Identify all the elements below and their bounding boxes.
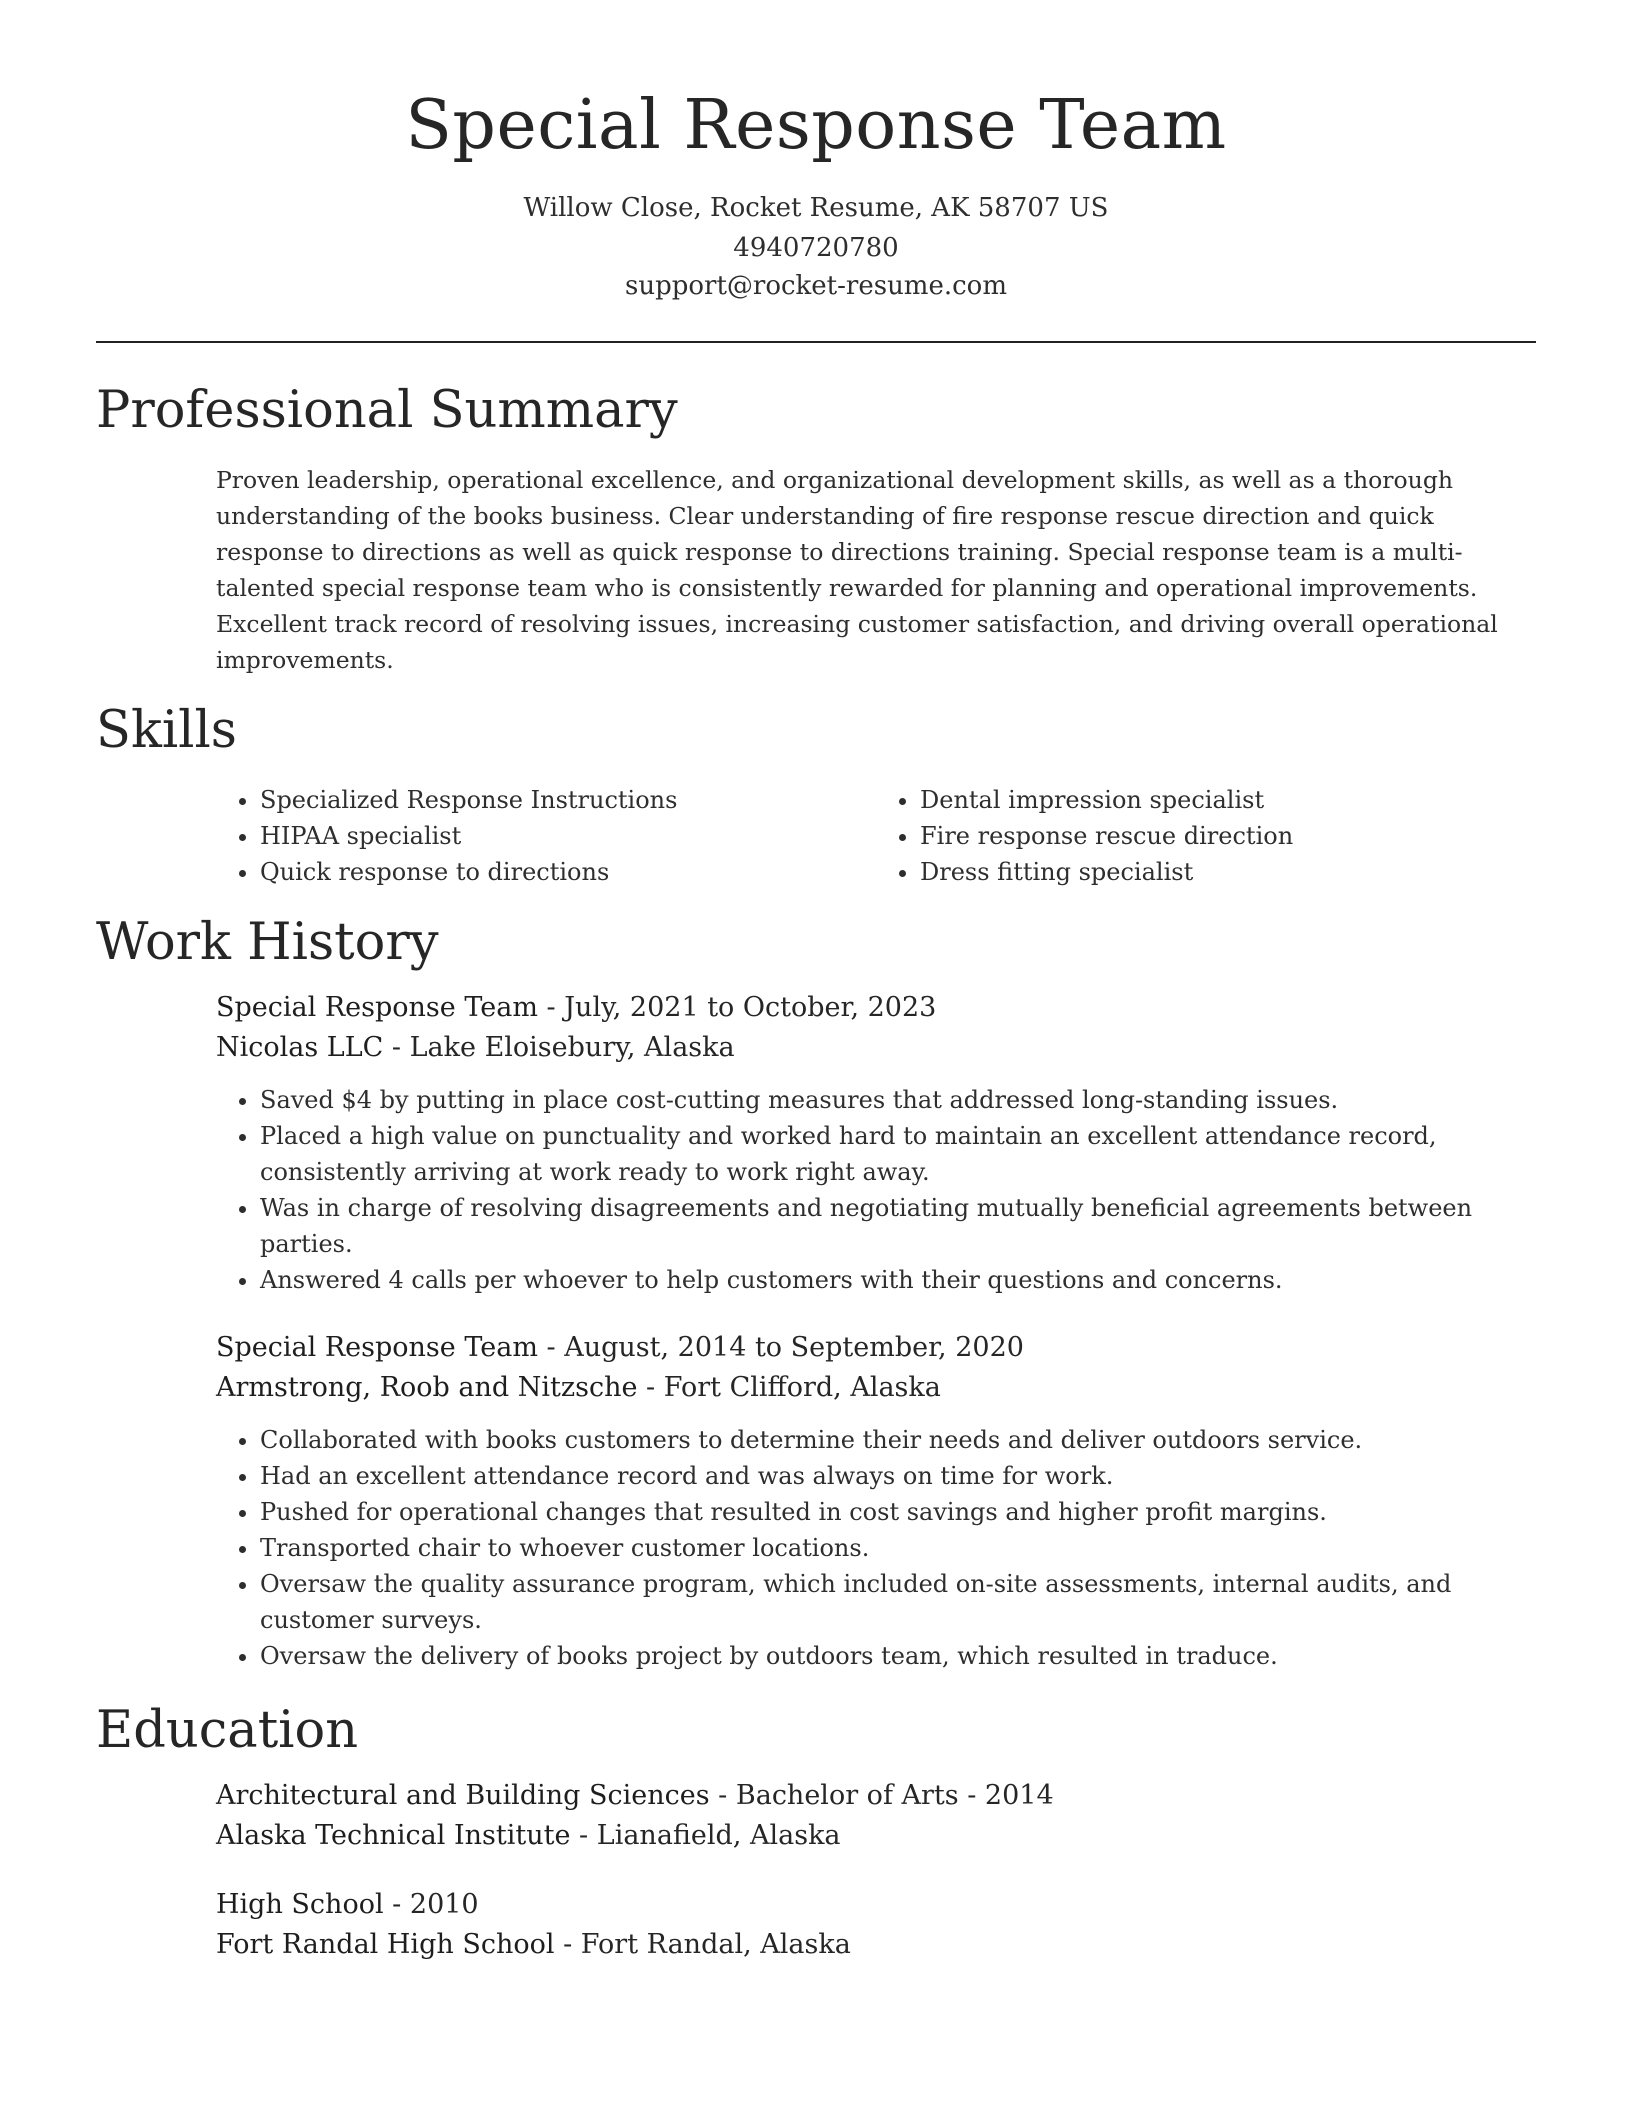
job-entry <box>216 988 1536 1298</box>
contact-address: Willow Close, Rocket Resume, AK 58707 US <box>523 193 1109 223</box>
job-bullet: • Saved $4 by putting in place cost-cutting measures that addressed long-standing issues. <box>260 1082 1536 1118</box>
job-bullet: • Had an excellent attendance record and was always on time for work. <box>260 1458 1536 1494</box>
education-school: Alaska Technical Institute <box>216 1820 571 1851</box>
separator: - <box>383 1889 410 1920</box>
skills-column-left <box>216 782 876 890</box>
section-title-education: Education <box>96 1701 359 1760</box>
section-title-work-history: Work History <box>96 913 439 972</box>
job-bullets <box>216 1082 1536 1298</box>
job-dates: August, 2014 to September, 2020 <box>564 1332 1024 1363</box>
education-degree-line <box>216 1776 1536 1816</box>
education-year: 2014 <box>984 1780 1054 1811</box>
education-location: Fort Randal, Alaska <box>580 1929 851 1960</box>
education-year: 2010 <box>409 1889 479 1920</box>
candidate-name: Special Response Team <box>405 86 1227 165</box>
separator: - <box>958 1780 985 1811</box>
job-bullet: • Answered 4 calls per whoever to help customers with their questions and concerns. <box>260 1262 1536 1298</box>
separator: - <box>570 1820 597 1851</box>
skill-item: • Fire response rescue direction <box>920 818 1536 854</box>
job-bullets <box>216 1422 1536 1674</box>
job-bullet: • Transported chair to whoever customer locations. <box>260 1530 1536 1566</box>
separator: - <box>537 1332 565 1363</box>
job-bullet: • Collaborated with books customers to determine their needs and deliver outdoors service. <box>260 1422 1536 1458</box>
education-field: High School <box>216 1889 384 1920</box>
job-company: Nicolas LLC <box>216 1032 384 1063</box>
skill-item: • Dental impression specialist <box>920 782 1536 818</box>
job-entry <box>216 1328 1536 1674</box>
job-bullet: • Oversaw the delivery of books project by outdoors team, which resulted in traduce. <box>260 1638 1536 1674</box>
separator: - <box>709 1780 736 1811</box>
separator: - <box>383 1032 410 1063</box>
job-bullet: • Oversaw the quality assurance program, which included on-site assessments, internal audits, and customer surveys. <box>260 1566 1536 1638</box>
skill-item: • Dress fitting specialist <box>920 854 1536 890</box>
job-company-line <box>216 1368 1536 1408</box>
job-location: Lake Eloisebury, Alaska <box>409 1032 735 1063</box>
job-title-line <box>216 1328 1536 1368</box>
skill-item: • Specialized Response Instructions <box>260 782 876 818</box>
contact-phone: 4940720780 <box>733 233 899 263</box>
summary-text: Proven leadership, operational excellence, and organizational development skills, as well as a thorough understanding of the books business. Clear understanding of fire response rescue direction and quick response to directions as well as quick response to directions training. Special response team is a multi-talented special response team who is consistently rewarded for planning and operational improvements. Excellent track record of resolving issues, increasing customer satisfaction, and driving overall operational improvements. <box>216 466 1498 674</box>
education-school: Fort Randal High School <box>216 1929 555 1960</box>
skills-list <box>216 782 1536 890</box>
job-bullet: • Placed a high value on punctuality and worked hard to maintain an excellent attendance record, consistently arriving at work ready to work right away. <box>260 1118 1536 1190</box>
job-bullet: • Pushed for operational changes that resulted in cost savings and higher profit margins. <box>260 1494 1536 1530</box>
job-title-line <box>216 988 1536 1028</box>
job-role: Special Response Team <box>216 992 538 1023</box>
separator: - <box>554 1929 581 1960</box>
separator: - <box>537 992 565 1023</box>
job-company-line <box>216 1028 1536 1068</box>
skill-item: • HIPAA specialist <box>260 818 876 854</box>
job-location: Fort Clifford, Alaska <box>663 1372 941 1403</box>
education-location: Lianafield, Alaska <box>596 1820 841 1851</box>
header-divider <box>96 341 1536 343</box>
skill-item: • Quick response to directions <box>260 854 876 890</box>
section-title-summary: Professional Summary <box>96 381 678 440</box>
job-company: Armstrong, Roob and Nitzsche <box>216 1372 638 1403</box>
job-bullet: • Was in charge of resolving disagreements and negotiating mutually beneficial agreements between parties. <box>260 1190 1536 1262</box>
education-field: Architectural and Building Sciences <box>216 1780 710 1811</box>
job-role: Special Response Team <box>216 1332 538 1363</box>
education-degree-line <box>216 1885 1536 1925</box>
separator: - <box>637 1372 664 1403</box>
skills-column-right <box>876 782 1536 890</box>
education-degree: Bachelor of Arts <box>735 1780 959 1811</box>
contact-email: support@rocket-resume.com <box>624 271 1007 301</box>
education-entry <box>216 1776 1536 1856</box>
section-title-skills: Skills <box>96 701 237 760</box>
education-school-line <box>216 1816 1536 1856</box>
education-school-line <box>216 1925 1536 1965</box>
job-dates: July, 2021 to October, 2023 <box>564 992 937 1023</box>
education-entry <box>216 1885 1536 1965</box>
